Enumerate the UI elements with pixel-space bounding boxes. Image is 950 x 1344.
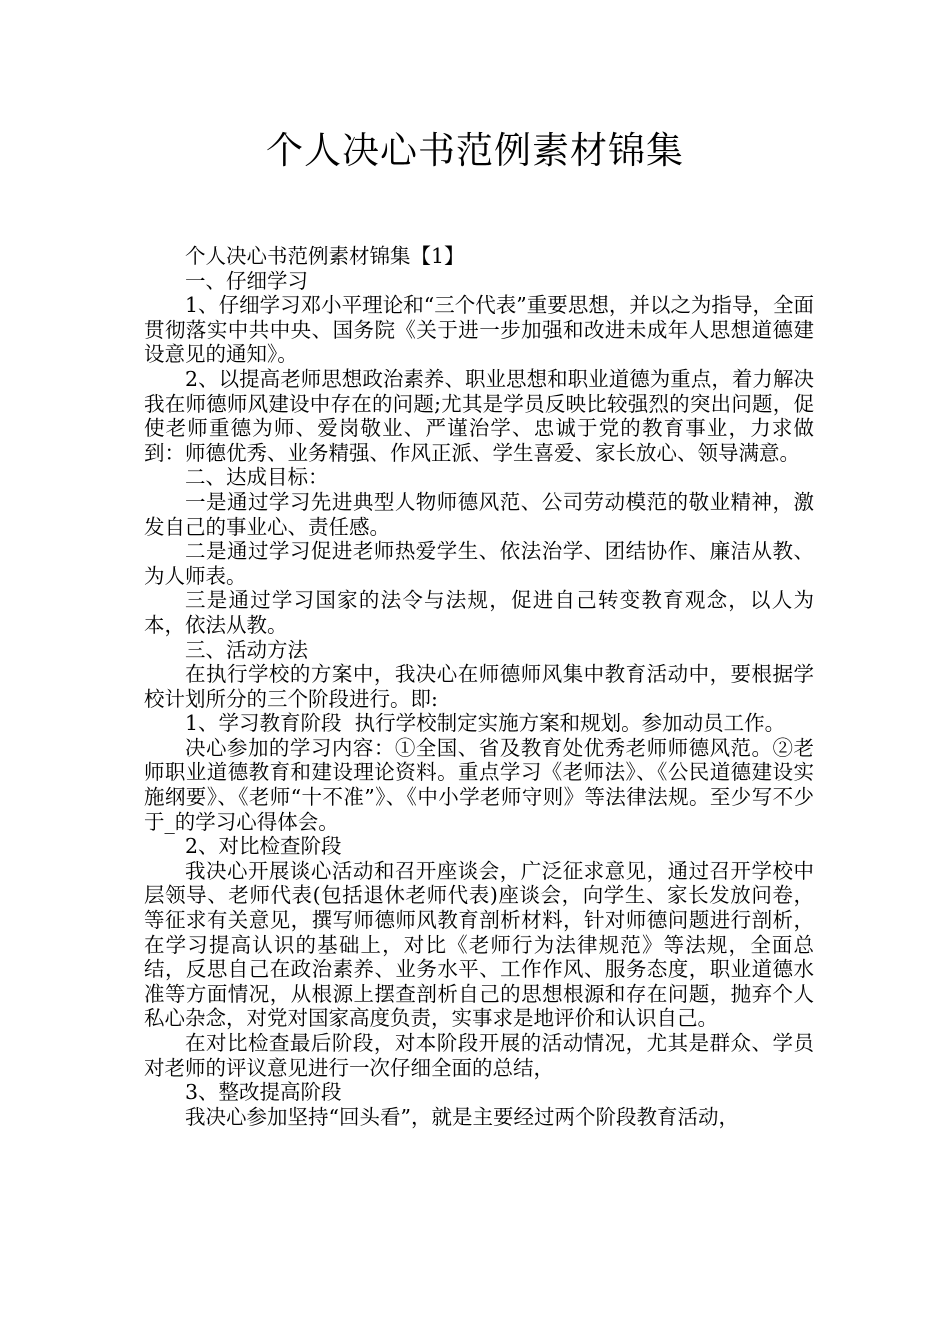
section-heading: 一、仔细学习 xyxy=(185,268,308,293)
section-heading: 二、达成目标： xyxy=(185,465,329,490)
paragraph: 个人决心书范例素材锦集【1】 xyxy=(185,244,465,268)
document-body xyxy=(144,244,814,1129)
paragraph: 1、仔细学习邓小平理论和“三个代表”重要思想，并以之为指导，全面贯彻落实中共中央、国务院《关于进一步加强和改进未成年人思想道德建设意见的通知》。 xyxy=(144,293,814,367)
paragraph: 我决心开展谈心活动和召开座谈会，广泛征求意见，通过召开学校中层领导、老师代表(包括退休老师代表)座谈会，向学生、家长发放问卷，等征求有关意见，撰写师德师风教育剖析材料，针对师德问题进行剖析，在学习提高认识的基础上，对比《老师行为法律规范》等法规，全面总结，反思自己在政治素养、业务水平、工作作风、服务态度，职业道德水准等方面情况，从根源上摆查剖析自己的思想根源和存在问题，抛弃个人私心杂念，对党对国家高度负责，实事求是地评价和认识自己。 xyxy=(144,858,814,1031)
paragraph: 1、学习教育阶段 执行学校制定实施方案和规划。参加动员工作。 xyxy=(185,711,786,736)
section-heading: 三、活动方法 xyxy=(185,637,308,662)
paragraph: 在执行学校的方案中，我决心在师德师风集中教育活动中，要根据学校计划所分的三个阶段进行。即: xyxy=(144,662,814,711)
paragraph: 一是通过学习先进典型人物师德风范、公司劳动模范的敬业精神，激发自己的事业心、责任感。 xyxy=(144,489,814,539)
paragraph: 在对比检查最后阶段，对本阶段开展的活动情况，尤其是群众、学员对老师的评议意见进行一次仔细全面的总结， xyxy=(144,1031,814,1080)
document-title: 个人决心书范例素材锦集 xyxy=(266,129,684,172)
paragraph: 我决心参加坚持“回头看”，就是主要经过两个阶段教育活动， xyxy=(185,1104,739,1129)
paragraph: 2、以提高老师思想政治素养、职业思想和职业道德为重点，着力解决我在师德师风建设中存在的问题;尤其是学员反映比较强烈的突出问题，促使老师重德为师、爱岗敬业、严谨治学、忠诚于党的教育事业，力求做到：师德优秀、业务精强、作风正派、学生喜爱、家长放心、领导满意。 xyxy=(144,366,814,465)
section-heading: 3、整改提高阶段 xyxy=(185,1080,342,1105)
paragraph: 二是通过学习促进老师热爱学生、依法治学、团结协作、廉洁从教、为人师表。 xyxy=(144,539,814,588)
paragraph: 决心参加的学习内容：①全国、省及教育处优秀老师师德风范。②老师职业道德教育和建设理论资料。重点学习《老师法》、《公民道德建设实施纲要》、《老师“十不准”》、《中小学老师守则》等法律法规。至少写不少于_的学习心得体会。 xyxy=(144,735,814,834)
paragraph: 三是通过学习国家的法令与法规，促进自己转变教育观念，以人为本，依法从教。 xyxy=(144,588,814,637)
section-heading: 2、对比检查阶段 xyxy=(185,834,342,859)
